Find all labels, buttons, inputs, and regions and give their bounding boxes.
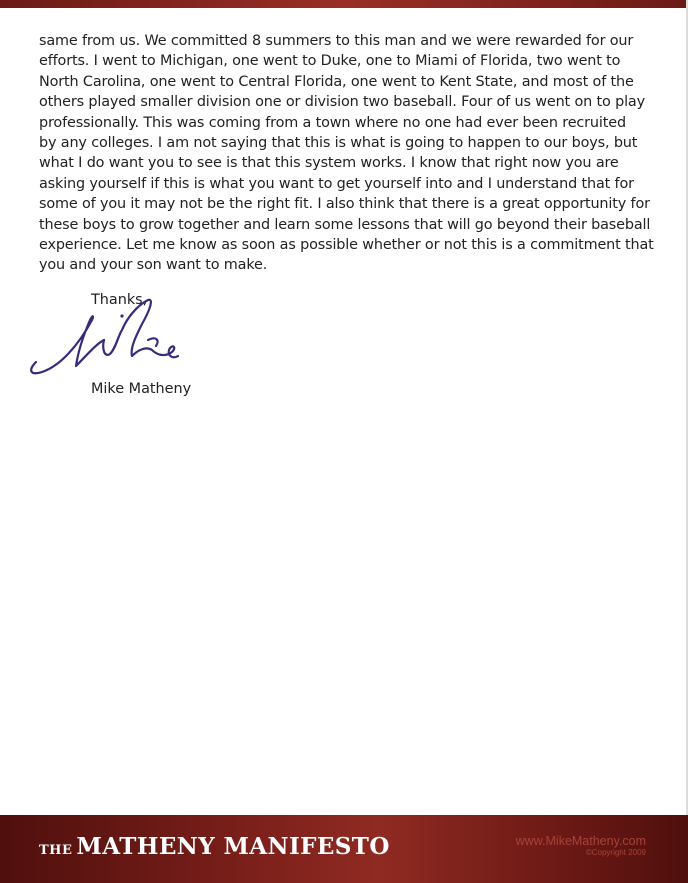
footer-bar [0, 815, 688, 883]
letter-line: experience. Let me know as soon as possible whether or not this is a commitment that [39, 237, 654, 254]
handwritten-signature [26, 296, 186, 380]
website-link[interactable]: www.MikeMatheny.com [515, 834, 646, 848]
letter-line: what I do want you to see is that this system works. I know that right now you are [39, 155, 619, 172]
closing-salutation: Thanks, [91, 292, 148, 308]
letter-line: professionally. This was coming from a town where no one had ever been recruited [39, 114, 626, 131]
copyright-notice: ©Copyright 2009 [585, 848, 646, 857]
top-border-band [0, 0, 688, 8]
letter-line: some of you it may not be the right fit. I also think that there is a great opportunity for [39, 196, 650, 213]
letter-line: same from us. We committed 8 summers to this man and we were rewarded for our [39, 33, 634, 49]
signer-name: Mike Matheny [91, 381, 192, 397]
letter-body [39, 31, 654, 276]
letter-line: asking yourself if this is what you want to get yourself into and I understand that for [39, 175, 634, 192]
letter-line: others played smaller division one or division two baseball. Four of us went on to play [39, 94, 645, 111]
site-info [516, 834, 646, 858]
letter-line: efforts. I went to Michigan, one went to Duke, one to Miami of Florida, two went to [39, 53, 621, 70]
brand-the: THE [39, 843, 73, 858]
brand-name: MATHENY MANIFESTO [76, 833, 390, 860]
letter-line: by any colleges. I am not saying that this is what is going to happen to our boys, but [39, 135, 638, 152]
letter-line: these boys to grow together and learn some lessons that will go beyond their baseball [39, 216, 651, 233]
brand-logo [39, 833, 390, 860]
letter-line: you and your son want to make. [39, 257, 268, 274]
letter-line: North Carolina, one went to Central Florida, one went to Kent State, and most of the [39, 73, 634, 90]
